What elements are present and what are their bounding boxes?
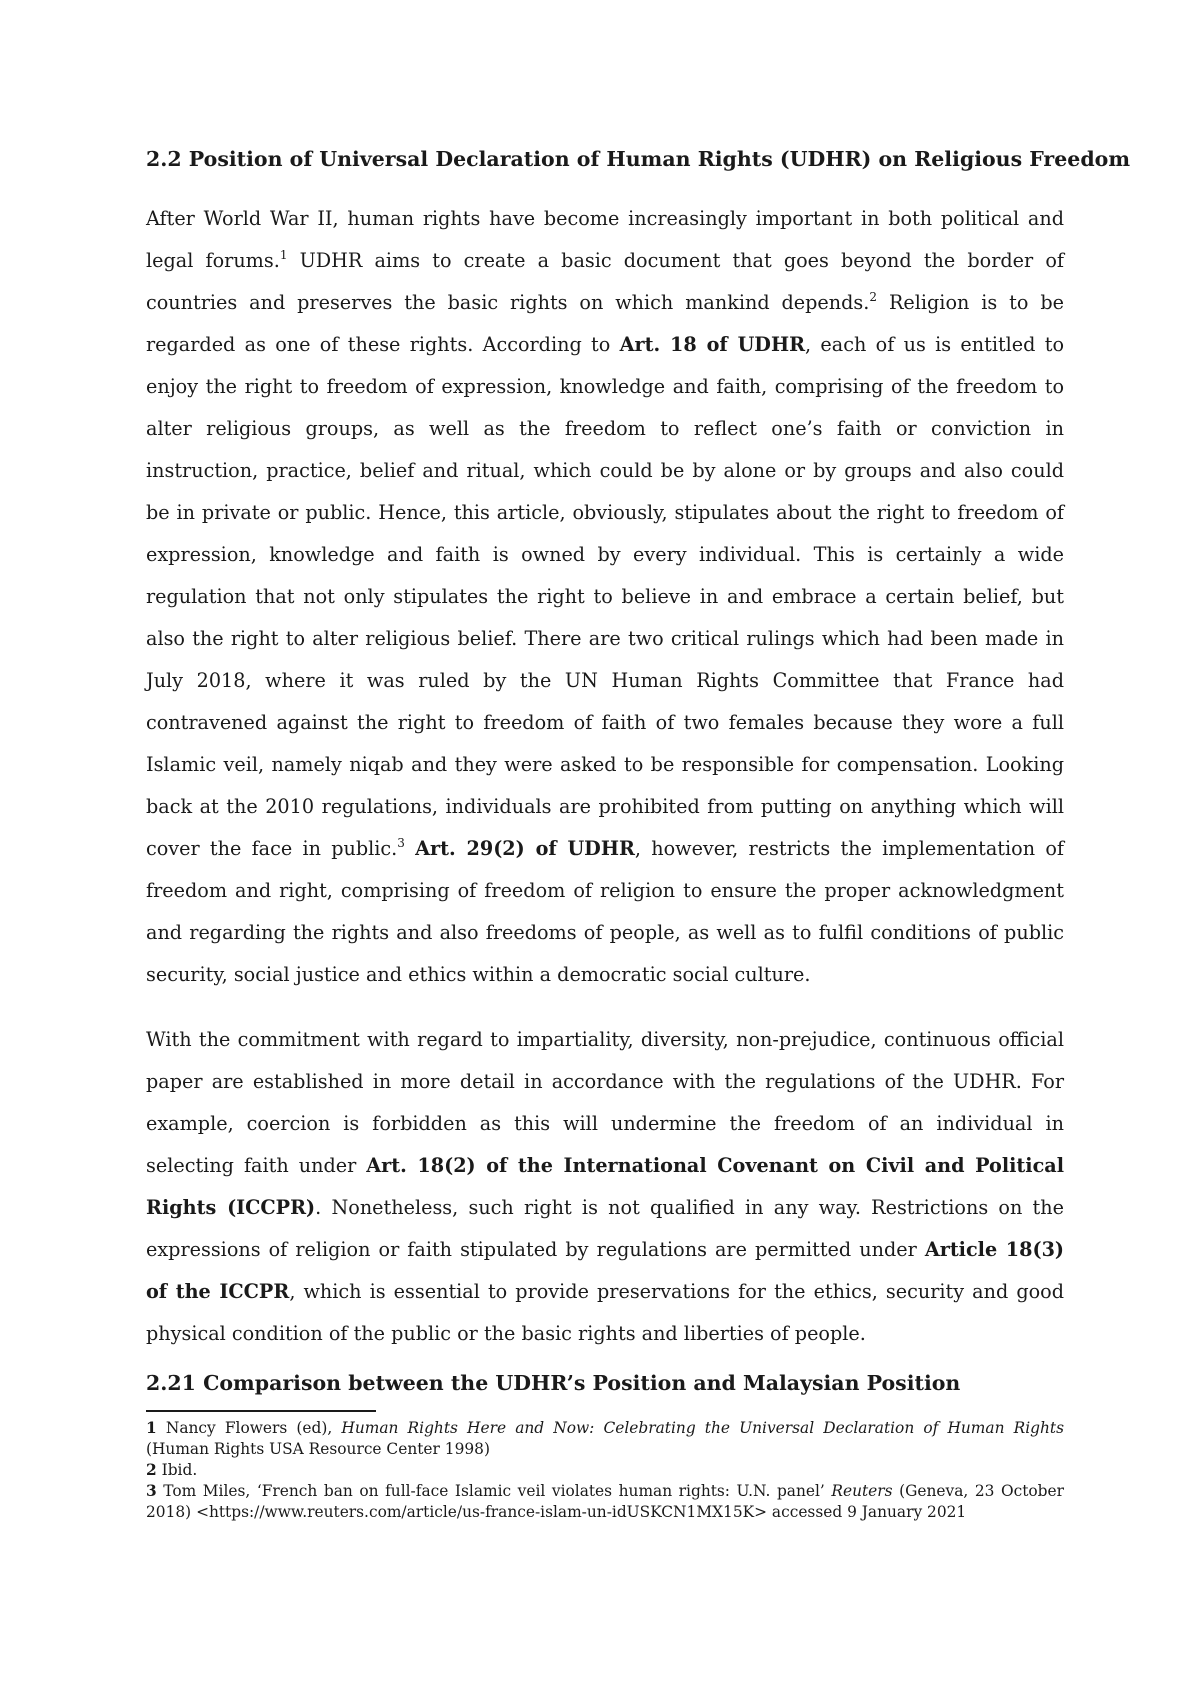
footnote-text: Nancy Flowers (ed), bbox=[156, 1419, 342, 1437]
paragraph-text: Religion is to be regarded as one of these rights. According to bbox=[146, 291, 1064, 356]
footnote-number: 2 bbox=[146, 1461, 157, 1479]
footnote-1 bbox=[146, 1418, 1064, 1460]
subsection-heading: 2.21 Comparison between the UDHR’s Position and Malaysian Position bbox=[146, 1371, 961, 1395]
bold-citation: Art. 18(2) of the International Covenant on Civil and Political Rights (ICCPR) bbox=[146, 1154, 1064, 1219]
paragraph-text: With the commitment with regard to impartiality, diversity, non-prejudice, continuous official paper are established in more detail in accordance with the regulations of the UDHR. For example, coercion is forbidden as this will undermine the freedom of an individual in selecting faith under bbox=[146, 1028, 1064, 1177]
paragraph-text: , each of us is entitled to enjoy the right to freedom of expression, knowledge and faith, comprising of the freedom to alter religious groups, as well as the freedom to reflect one’s faith or conviction in instruction, practice, belief and ritual, which could be by alone or by groups and also could be in private or public. Hence, this article, obviously, stipulates about the right to freedom of expression, knowledge and faith is owned by every individual. This is certainly a wide regulation that not only stipulates the right to believe in and embrace a certain belief, but also the right to alter religious belief. There are two critical rulings which had been made in July 2018, where it was ruled by the UN Human Rights Committee that France had contravened against the right to freedom of faith of two females because they wore a full Islamic veil, namely niqab and they were asked to be responsible for compensation. Looking back at the 2010 regulations, individuals are prohibited from putting on anything which will cover the face in public. bbox=[146, 333, 1065, 860]
paragraph-text: , however, restricts the implementation of freedom and right, comprising of freedom of religion to ensure the proper acknowledgment and regarding the rights and also freedoms of people, as well as to fulfil conditions of public security, social justice and ethics within a democratic social culture. bbox=[146, 837, 1064, 986]
paragraph-udhr bbox=[146, 198, 1064, 996]
paragraph-text: UDHR aims to create a basic document that goes beyond the border of countries and preserves the basic rights on which mankind depends. bbox=[146, 249, 1064, 314]
paragraph-text: , which is essential to provide preservations for the ethics, security and good physical condition of the public or the basic rights and liberties of people. bbox=[146, 1280, 1065, 1345]
footnote-text: (Geneva, 23 October 2018) <https://www.reuters.com/article/us-france-islam-un-idUSKCN1MX15K> accessed 9 January 2021 bbox=[146, 1482, 1065, 1521]
footnote-number: 1 bbox=[146, 1419, 157, 1437]
footnote-ref-2[interactable]: 2 bbox=[869, 290, 878, 304]
footnote-title: Human Rights Here and Now: Celebrating the Universal Declaration of Human Rights bbox=[341, 1419, 1064, 1437]
footnote-2 bbox=[146, 1460, 1064, 1481]
section-heading: 2.2 Position of Universal Declaration of Human Rights (UDHR) on Religious Freedom bbox=[146, 147, 1131, 171]
paragraph-text bbox=[405, 837, 415, 860]
footnote-number: 3 bbox=[146, 1482, 157, 1500]
footnote-title: Reuters bbox=[831, 1482, 893, 1500]
footnote-separator bbox=[146, 1410, 376, 1412]
footnote-3 bbox=[146, 1481, 1064, 1523]
footnote-text: Ibid. bbox=[156, 1461, 198, 1479]
footnote-text: (Human Rights USA Resource Center 1998) bbox=[146, 1440, 490, 1458]
bold-citation: Article 18(3) of the ICCPR bbox=[146, 1238, 1064, 1303]
footnote-text: Tom Miles, ‘French ban on full-face Islamic veil violates human rights: U.N. panel’ bbox=[156, 1482, 832, 1500]
bold-citation: Art. 18 of UDHR bbox=[619, 333, 806, 356]
footnote-ref-3[interactable]: 3 bbox=[397, 836, 405, 850]
paragraph-text: After World War II, human rights have become increasingly important in both political and legal forums. bbox=[146, 207, 1064, 272]
footnotes bbox=[146, 1418, 1064, 1523]
footnote-ref-1[interactable]: 1 bbox=[279, 248, 288, 262]
bold-citation: Art. 29(2) of UDHR bbox=[415, 837, 635, 860]
paragraph-iccpr bbox=[146, 1019, 1064, 1355]
paragraph-text: . Nonetheless, such right is not qualified in any way. Restrictions on the expressions of religion or faith stipulated by regulations are permitted under bbox=[146, 1196, 1064, 1261]
